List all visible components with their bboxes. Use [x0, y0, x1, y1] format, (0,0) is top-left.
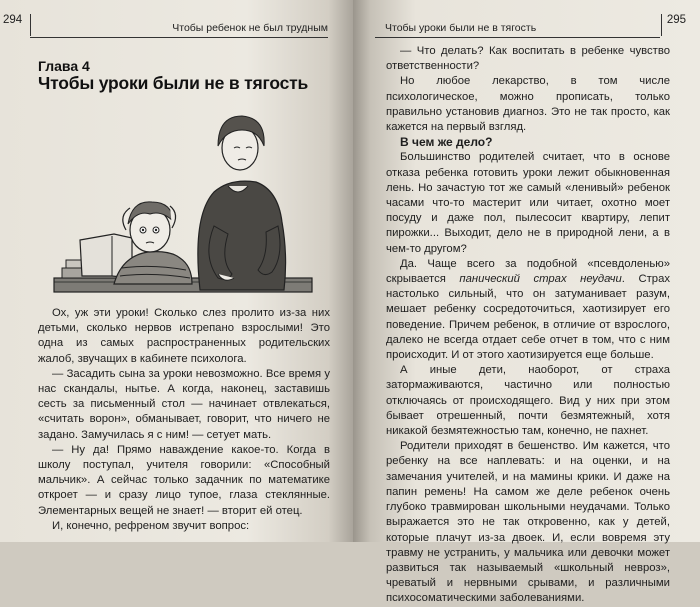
paragraph: Ох, уж эти уроки! Сколько слез пролито из-за них детьми, сколько нервов истрепано взрослыми! Это одна из самых распространенных родительских жалоб, звучащих в кабинете психолога.: [38, 307, 330, 365]
chapter-label: Глава 4: [38, 58, 90, 74]
left-page-header: [0, 8, 346, 34]
paragraph: Но любое лекарство, в том числе психологическое, можно прописать, только правильно установив диагноз. Это не так просто, как кажется на первый взгляд.: [386, 75, 670, 134]
running-head: Чтобы ребенок не был трудным: [172, 22, 328, 34]
right-body-text: [386, 44, 670, 607]
paragraph: И, конечно, рефреном звучит вопрос:: [52, 519, 250, 532]
page-number: 295: [666, 14, 686, 26]
page-number: 294: [3, 14, 23, 26]
left-page: [0, 0, 353, 542]
text-run: Да. Чаще всего за подобной «псевдоленью» скрывается: [386, 257, 670, 286]
paragraph: — Засадить сына за уроки невозможно. Все время у нас скандалы, нытье. А когда, наконец, заставишь сесть за письменный стол — начинает отвлекаться, «считать ворон», обманывает, говорит, что ничего не задано. Замучилась я с ним! — сетует мать.: [38, 367, 330, 441]
section-heading: В чем же дело?: [400, 135, 493, 150]
paragraph: — Ну да! Прямо наваждение какое-то. Когда в школу поступал, учителя говорили: «Способный мальчик». А сейчас только задачник по математике откроет — и сразу лицо тупое, глаза стеклянные. Элементарных вещей не знает! — вторит ей отец.: [38, 443, 330, 517]
paragraph: [386, 257, 670, 363]
paragraph: Родители приходят в бешенство. Им кажется, что ребенку на все наплевать: и на оценки, и на замечания учителей, и на мамины крики. И даже на папин ремень! На самом же деле ребенок очень глубоко травмирован школьными неудачами. Только выражается это не так откровенно, как у детей, которые плачут из-за двоек. И, если вовремя эту травму не устранить, у мальчика или девочки может развиться так называемый «школьный невроз», чреватый и нервными срывами, и различными психосоматическими заболеваниями.: [386, 440, 670, 605]
illustration-mother-and-son: [52, 106, 312, 298]
header-divider: [661, 14, 662, 36]
paragraph: А иные дети, наоборот, от страха затормаживаются, частично или полностью отключаясь от происходящего. Вид у них при этом бывает отрешенный, почти безмятежный, хотя никакой безмятежностью там, конечно, не пахнет.: [386, 364, 670, 438]
right-page-header: [353, 8, 700, 34]
chapter-title: Чтобы уроки были не в тягость: [38, 73, 309, 93]
mother-figure: [198, 116, 286, 290]
header-divider: [30, 14, 31, 36]
emphasis-text: панический страх неудачи: [459, 273, 622, 286]
header-rule: [30, 37, 328, 38]
paragraph: Большинство родителей считает, что в основе отказа ребенка готовить уроки лежит обыкновенная лень. Но зачастую тот же самый «ленивый» ребенок часами что-то мастерит или читает, охотно моет посуду и даже пол, пылесосит квартиру, лепит пирожки... Выходит, дело не в природной лени, а в чем-то другом?: [386, 151, 670, 255]
left-body-text: [38, 306, 330, 534]
running-head: Чтобы уроки были не в тягость: [385, 22, 537, 34]
header-rule: [375, 37, 660, 38]
paragraph: — Что делать? Как воспитать в ребенке чувство ответственности?: [386, 45, 670, 73]
text-run: . Страх настолько сильный, что он затуманивает разум, мешает ребенку сосредоточиться, хаотизирует его поведение. Причем ребенок, в отличие от взрослого, далеко не всегда отдает себе отчет в том, что с ним происходит. И от этого хаотизируется еще больше.: [386, 273, 670, 362]
right-page: [353, 0, 700, 605]
